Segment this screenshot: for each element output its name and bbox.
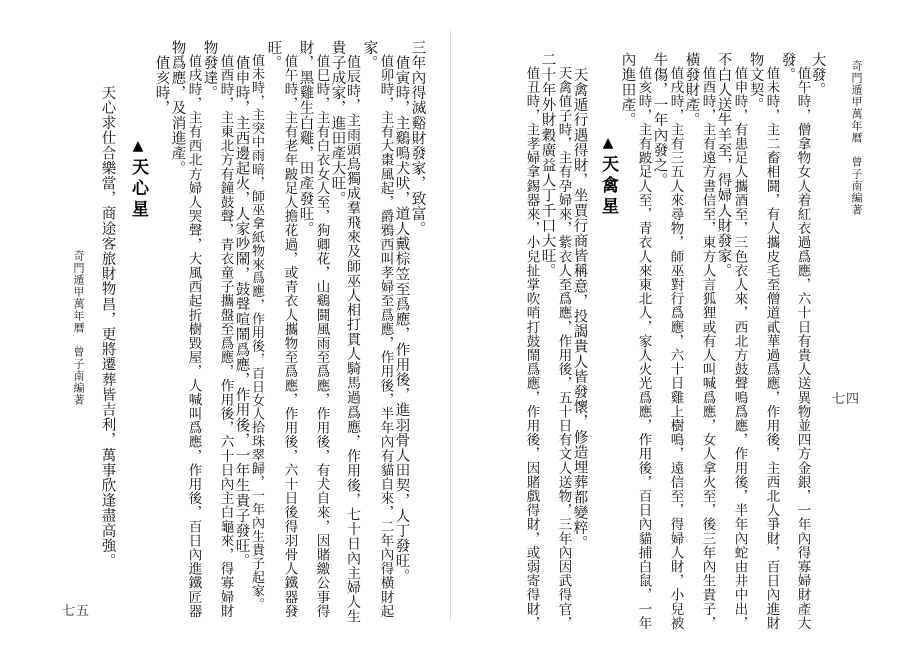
text-column: 值戌時，主有西北方婦人哭聲，大風西起折樹毀屋，人喊叫爲應，作用後，百日內進鐵匠器 — [185, 40, 202, 619]
text-column: 二十年外財穀廣益人丁千口大旺。 — [539, 52, 556, 279]
text-column: 天禽遁行遇得財，坐賈行商皆稱意，投謁貴人皆發懷，修造埋葬都變粹。 — [571, 52, 588, 551]
text-column: 不白人送牛羊至，得婦人財發家。 — [715, 52, 732, 279]
triangle-mark: ▲ — [130, 138, 146, 158]
text-column: 值午時，主有老年跛足人擔花過，或青衣人攜物至爲應，作用後，六十日後得羽骨人鐵器發 — [281, 40, 298, 619]
section-title: 天禽星 — [598, 155, 618, 218]
text-column: 貴子成家，進田產大旺。 — [329, 40, 346, 207]
text-column: 物發達。 — [201, 40, 218, 101]
page-number: 七四 — [832, 392, 861, 407]
section-heading — [596, 135, 621, 218]
text-column: 值丑時，主孝婦拿錫器來，小兒扯掌吹哨打鼓鬧爲應，作用後，因賭戲得財，或弱寄得財， — [523, 52, 540, 631]
text-column: 大發。 — [809, 52, 826, 98]
text-column: 天心求仕合樂當，商途客旅財物昌，更將遷葬皆吉利，萬事欣逢盡高強。 — [99, 70, 116, 569]
text-column: 橫發財產。 — [683, 52, 700, 128]
text-column: 值亥時，主有跛足人至，青衣人來東北人，家人火光爲應，作用後，百日內貓捕白鼠，一年 — [635, 52, 652, 631]
text-column: 財，黑雞生白雞，田產發旺。 — [297, 40, 314, 237]
text-column: 值申時，有患足人攜酒至，三色衣人來，西北方鼓聲鳴爲應，作用後，半年內蛇由井中出， — [731, 52, 748, 631]
page-number: 七五 — [62, 604, 91, 619]
text-column: 內進田產。 — [619, 52, 636, 128]
text-column: 值巳時，主有白衣女人至，狗卿花，山鷄鬪風雨至爲應，作用後，有犬自來，因賭繳公事得 — [313, 40, 330, 619]
right-page — [452, 0, 900, 648]
text-column: 旺。 — [265, 40, 282, 71]
text-column: 值酉時，主有遠方書信至，東方人言狐狸或有人叫喊爲應，女人拿火至，後三年內生貴子， — [699, 52, 716, 631]
text-column: 值酉時，主東北方有鐘鼓聲，青衣童子攜盤至爲應，作用後，六十日內主白龜來，得寡婦財 — [217, 40, 234, 619]
text-column: 家。 — [361, 40, 378, 71]
section-title: 天心星 — [128, 158, 148, 221]
text-column: 值未時，主突中雨暗，師巫拿紙物來爲應，作用後，百日女人拾珠翠歸，一年內生貴子起家。 — [249, 40, 264, 612]
text-column: 值戌時，主有三五人來尋物，師巫對行爲應，六十日雞上樹鳴，遠信至，得婦人財，小兒被 — [667, 52, 684, 631]
text-column: 牛傷，一年內發之。 — [651, 52, 668, 188]
text-column: 發。 — [779, 52, 796, 83]
triangle-mark: ▲ — [600, 135, 616, 155]
text-column: 天禽值子時，主有孕婦來，紫衣人至爲應，作用後，五十日有文人送物，三年內因武得官， — [555, 52, 572, 631]
section-heading — [126, 138, 151, 221]
text-column: 值寅時，主鷄鳴犬吠，道人戴棕笠至爲應，作用後，進羽骨人田契，人丁發旺。 — [393, 40, 410, 584]
text-column: 值申時，主西邊起火，人家吵鬧，鼓聲喧鬧爲應，作用後，一年生貴子發旺。 — [233, 40, 250, 569]
text-column: 三年內得滅谿財發家，致富。 — [409, 40, 426, 237]
text-column: 值午時，僧拿物女人着紅衣過爲應，六十日有貴人送異物並四方金銀，一年內得寡婦財產大 — [794, 52, 811, 631]
page-header: 奇門遁甲萬年曆 曾子南編著 — [72, 250, 85, 406]
text-column: 物文契。 — [747, 52, 764, 113]
text-column: 值卯時，主有大棗風起，爵鴉西叫孝婦至爲應，作用後，半年內有貓自來，二年內得橫財起 — [377, 40, 394, 619]
page-header: 奇門遁甲萬年曆 曾子南編著 — [850, 60, 863, 216]
text-column: 值辰時，主雨頭鳥獨成羣飛來及師巫人相打貫人騎馬過爲應，作用後，七十日內主婦人生 — [345, 40, 361, 624]
text-column: 物爲應，及消進產。 — [169, 40, 186, 176]
text-column: 值亥時， — [153, 40, 170, 116]
text-column: 值未時，主二畜相鬪，有人攜皮毛至僧道貳華過爲應，作用後，主西北人爭財，百日內進財 — [763, 52, 780, 631]
